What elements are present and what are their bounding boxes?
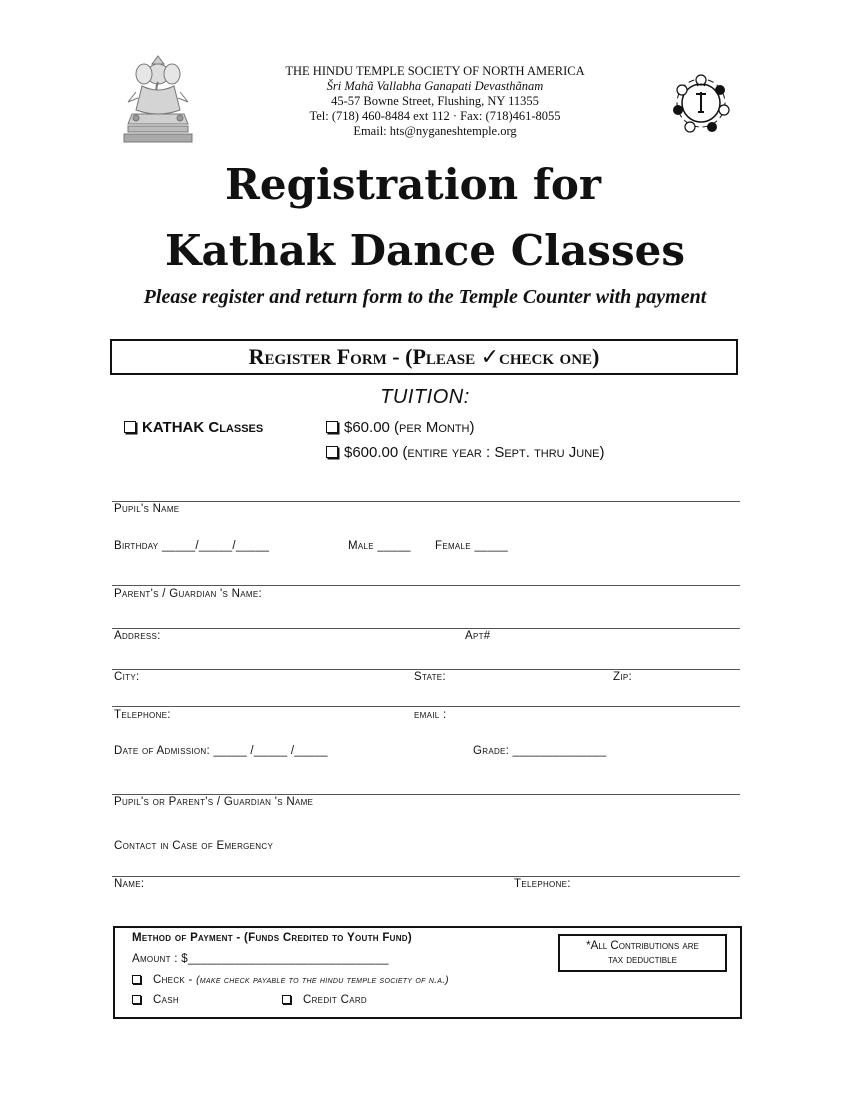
tax-line1: *All Contributions are [586, 940, 699, 952]
amount-field[interactable]: Amount : $______________________________ [132, 953, 389, 965]
date-admission-field[interactable]: Date of Admission: _____ /_____ /_____ [114, 745, 328, 757]
temple-emblem-logo [670, 72, 732, 134]
check-label: Check - [153, 974, 197, 986]
page-title-line2: Kathak Dance Classes [165, 226, 685, 275]
parent-name-label: Parent's / Guardian 's Name: [114, 588, 263, 600]
state-label: State: [414, 671, 446, 683]
checkbox-icon[interactable] [326, 421, 338, 433]
pupil-name-label: Pupil's Name [114, 503, 180, 515]
heading-right-text: check one) [499, 344, 600, 369]
male-field[interactable]: Male _____ [348, 540, 411, 552]
female-field[interactable]: Female _____ [435, 540, 508, 552]
check-mark-icon: ✓ [480, 345, 500, 370]
telephone2-label: Telephone: [514, 878, 571, 890]
tax-deductible-box [558, 934, 727, 972]
register-form-heading [110, 339, 738, 375]
fee-year-label: $600.00 (entire year : Sept. thru June) [344, 444, 605, 461]
check-note: (make check payable to the hindu temple society of n.a.) [196, 975, 449, 986]
email-label: email : [414, 709, 447, 721]
divider-line [112, 628, 740, 629]
page-title-line1: Registration for [224, 160, 602, 209]
tax-line2: tax deductible [608, 954, 677, 966]
apt-label: Apt# [465, 630, 491, 642]
city-label: City: [114, 671, 140, 683]
ganesha-logo [122, 52, 194, 144]
org-email: Email: hts@nyganeshtemple.org [353, 124, 517, 138]
divider-line [112, 669, 740, 670]
cash-label: Cash [153, 994, 179, 1006]
birthday-field[interactable]: Birthday _____/_____/_____ [114, 540, 270, 552]
checkbox-icon[interactable] [282, 995, 291, 1004]
check-option[interactable] [132, 974, 449, 986]
checkbox-icon[interactable] [326, 446, 338, 458]
kathak-class-option[interactable] [124, 419, 263, 436]
checkbox-icon[interactable] [132, 975, 141, 984]
fee-month-label: $60.00 (per Month) [344, 419, 475, 436]
name-label: Name: [114, 878, 145, 890]
heading-left-text: Register Form - (Please [248, 344, 481, 369]
cash-option[interactable] [132, 994, 179, 1006]
divider-line [112, 794, 740, 795]
divider-line [112, 501, 740, 502]
telephone-label: Telephone: [114, 709, 171, 721]
divider-line [112, 585, 740, 586]
fee-year-option[interactable] [326, 444, 605, 461]
divider-line [112, 876, 740, 877]
devasthanam-name: Šri Mahã Vallabha Ganapati Devasthãnam [326, 79, 544, 93]
grade-field[interactable]: Grade: ______________ [473, 745, 607, 757]
tuition-label: TUITION: [380, 386, 470, 408]
org-name: THE HINDU TEMPLE SOCIETY OF NORTH AMERICA [285, 64, 585, 78]
page-subtitle: Please register and return form to the Temple Counter with payment [143, 286, 707, 308]
fee-month-option[interactable] [326, 419, 474, 436]
emergency-contact-label: Contact in Case of Emergency [114, 840, 274, 852]
checkbox-icon[interactable] [132, 995, 141, 1004]
pupil-or-parent-label: Pupil's or Parent's / Guardian 's Name [114, 796, 314, 808]
zip-label: Zip: [613, 671, 632, 683]
checkbox-icon[interactable] [124, 421, 136, 433]
credit-card-option[interactable] [282, 994, 367, 1006]
divider-line [112, 706, 740, 707]
org-address: 45-57 Bowne Street, Flushing, NY 11355 [331, 94, 539, 108]
kathak-class-label: KATHAK Classes [142, 419, 264, 436]
credit-card-label: Credit Card [303, 994, 367, 1006]
address-label: Address: [114, 630, 161, 642]
org-phone: Tel: (718) 460-8484 ext 112 · Fax: (718)461-8055 [309, 109, 561, 123]
payment-method-label: Method of Payment - (Funds Credited to Youth Fund) [132, 932, 413, 944]
